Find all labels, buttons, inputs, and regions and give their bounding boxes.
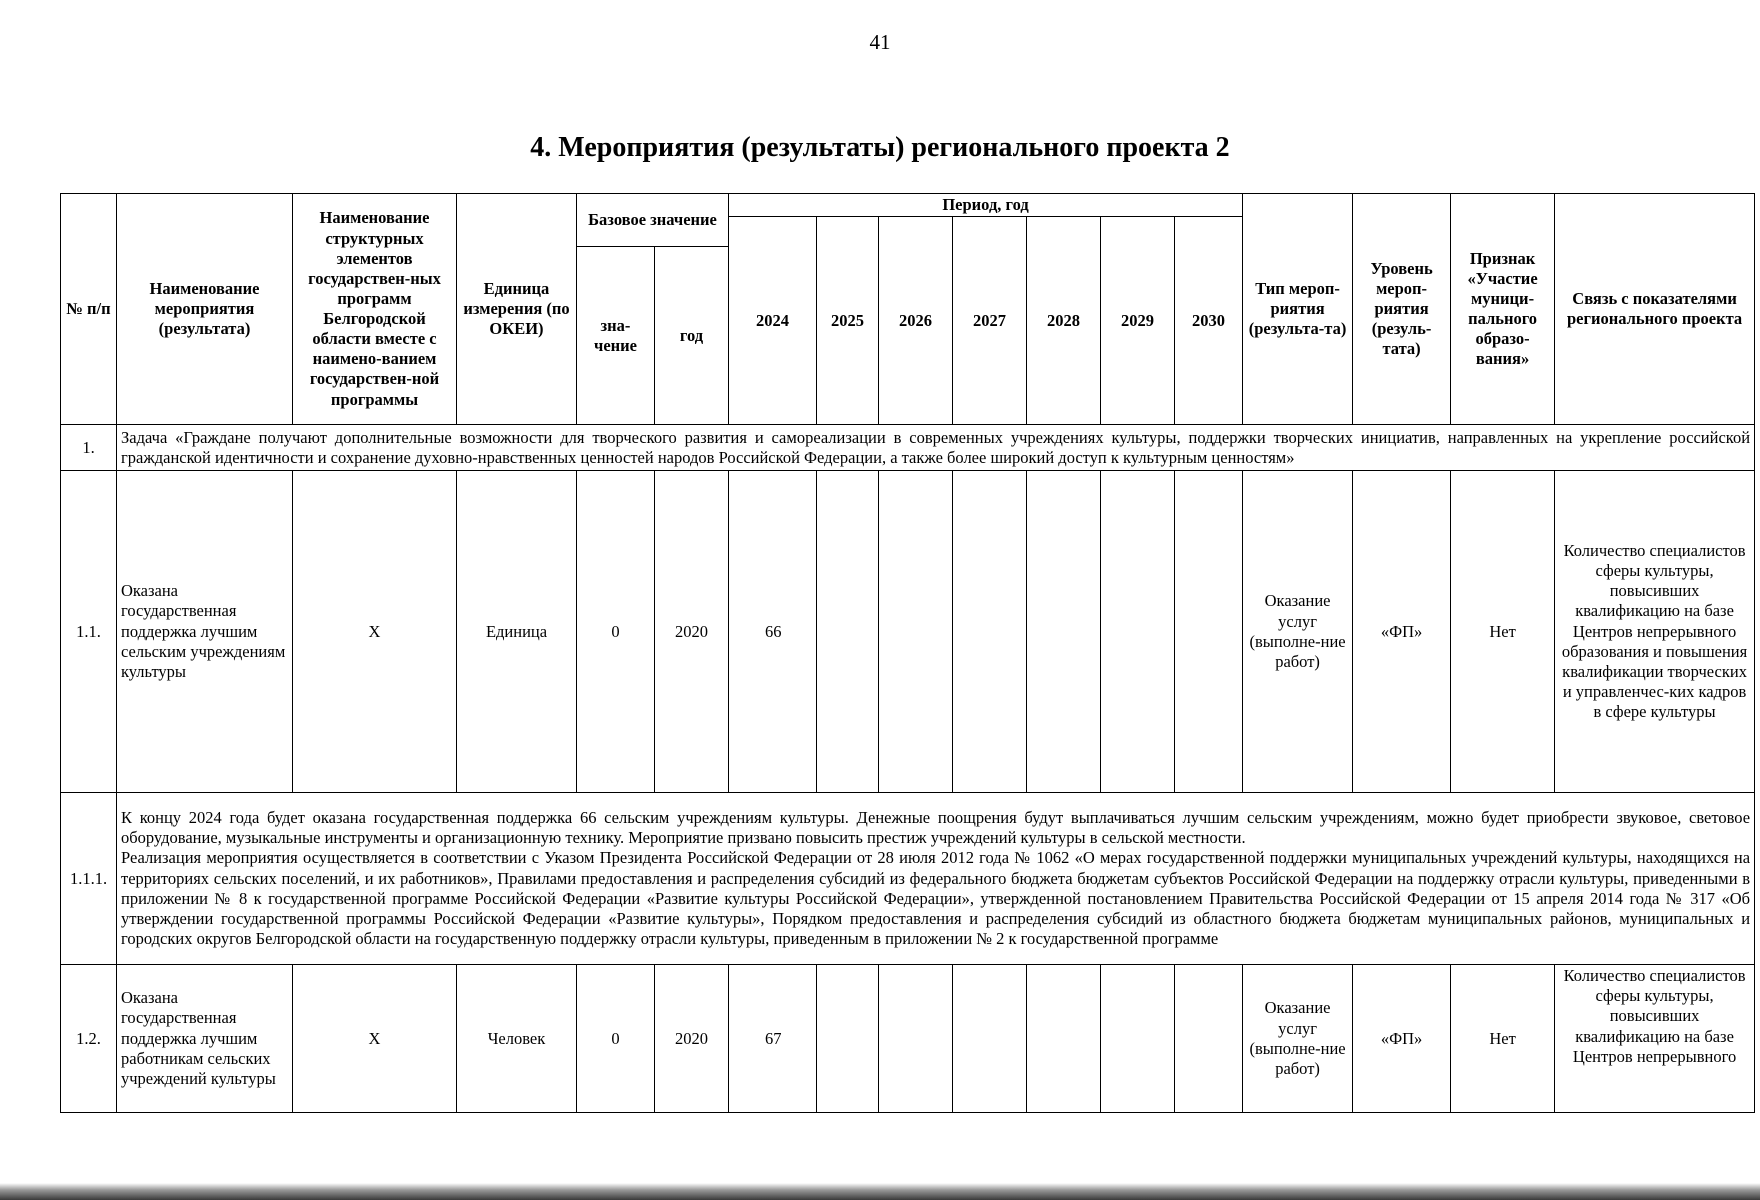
value-2030 bbox=[1175, 471, 1243, 793]
events-table bbox=[60, 193, 1755, 1113]
table-row bbox=[61, 965, 1755, 1113]
base-value: 0 bbox=[577, 965, 655, 1113]
unit: Человек bbox=[457, 965, 577, 1113]
value-2026 bbox=[879, 965, 953, 1113]
row-num: 1.2. bbox=[61, 965, 117, 1113]
unit: Единица bbox=[457, 471, 577, 793]
value-2029 bbox=[1101, 965, 1175, 1113]
event-type: Оказание услуг (выполне-ние работ) bbox=[1243, 471, 1353, 793]
row-num: 1.1. bbox=[61, 471, 117, 793]
header-year-2025: 2025 bbox=[817, 217, 879, 425]
event-level: «ФП» bbox=[1353, 471, 1451, 793]
value-2027 bbox=[953, 471, 1027, 793]
description-paragraph: К концу 2024 года будет оказана государственная поддержка 66 сельским учреждениям культуры. Денежные поощрения будут выплачиваться лучшим сельским учреждениям, можно будет приобрести звуковое, световое оборудование, музыкальные инструменты и организационную технику. Мероприятие призвано повысить престиж учреждений культуры в сельской местности. bbox=[121, 808, 1751, 848]
task-num: 1. bbox=[61, 425, 117, 471]
table-row bbox=[61, 471, 1755, 793]
value-2026 bbox=[879, 471, 953, 793]
base-year: 2020 bbox=[655, 965, 729, 1113]
header-year-2026: 2026 bbox=[879, 217, 953, 425]
value-2028 bbox=[1027, 471, 1101, 793]
header-unit: Единица измерения (по ОКЕИ) bbox=[457, 194, 577, 425]
value-2024: 66 bbox=[729, 471, 817, 793]
header-base: Базовое значение bbox=[577, 194, 729, 247]
event-type: Оказание услуг (выполне-ние работ) bbox=[1243, 965, 1353, 1113]
desc-num: 1.1.1. bbox=[61, 793, 117, 965]
header-level: Уровень мероп-риятия (резуль-тата) bbox=[1353, 194, 1451, 425]
indicator-link: Количество специалистов сферы культуры, повысивших квалификацию на базе Центров непрерывного образования и повышения квалификации творческих и управленчес-ких кадров в сфере культуры bbox=[1555, 471, 1755, 793]
value-2030 bbox=[1175, 965, 1243, 1113]
municipal-participation: Нет bbox=[1451, 965, 1555, 1113]
event-level: «ФП» bbox=[1353, 965, 1451, 1113]
scan-bottom-edge bbox=[0, 1183, 1760, 1200]
municipal-participation: Нет bbox=[1451, 471, 1555, 793]
event-name: Оказана государственная поддержка лучшим сельским учреждениям культуры bbox=[117, 471, 293, 793]
header-num: № п/п bbox=[61, 194, 117, 425]
event-name: Оказана государственная поддержка лучшим работникам сельских учреждений культуры bbox=[117, 965, 293, 1113]
structural-element: Х bbox=[293, 965, 457, 1113]
section-title: 4. Мероприятия (результаты) регионального проекта 2 bbox=[530, 132, 1230, 163]
header-municipal: Признак «Участие муници-пального образо-вания» bbox=[1451, 194, 1555, 425]
base-year: 2020 bbox=[655, 471, 729, 793]
header-type: Тип мероп-риятия (результа-та) bbox=[1243, 194, 1353, 425]
header-link: Связь с показателями регионального проекта bbox=[1555, 194, 1755, 425]
value-2024: 67 bbox=[729, 965, 817, 1113]
task-row bbox=[61, 425, 1755, 471]
header-name: Наименование мероприятия (результата) bbox=[117, 194, 293, 425]
header-base-year: год bbox=[655, 247, 729, 425]
description-row bbox=[61, 793, 1755, 965]
header-year-2029: 2029 bbox=[1101, 217, 1175, 425]
base-value: 0 bbox=[577, 471, 655, 793]
header-base-value: зна-чение bbox=[577, 247, 655, 425]
header-year-2024: 2024 bbox=[729, 217, 817, 425]
description-paragraph: Реализация мероприятия осуществляется в соответствии с Указом Президента Российской Федерации от 28 июля 2012 года № 1062 «О мерах государственной поддержки муниципальных учреждений культуры, находящихся на территориях сельских поселений, и их работников», Правилами предоставления и распределения субсидий из федерального бюджета бюджетам субъектов Российской Федерации на поддержку отрасли культуры, приведенными в приложении № 8 к государственной программе Российской Федерации «Развитие культуры Российской Федерации», утвержденной постановлением Правительства Российской Федерации от 15 апреля 2014 года № 317 «Об утверждении государственной программы Российской Федерации «Развитие культуры», Порядком предоставления и распределения субсидий из областного бюджета бюджетам муниципальных районов, муниципальных и городских округов Белгородской области на государственную поддержку отрасли культуры, приведенным в приложении № 2 к государственной программе bbox=[121, 848, 1751, 948]
header-period: Период, год bbox=[729, 194, 1243, 217]
header-year-2030: 2030 bbox=[1175, 217, 1243, 425]
value-2027 bbox=[953, 965, 1027, 1113]
page-number: 41 bbox=[869, 30, 891, 54]
task-text: Задача «Граждане получают дополнительные возможности для творческого развития и самореализации в современных учреждениях культуры, поддержки творческих инициатив, направленных на укрепление российской гражданской идентичности и сохранение духовно-нравственных ценностей народов Российской Федерации, а также более широкий доступ к культурным ценностям» bbox=[117, 425, 1755, 471]
header-year-2028: 2028 bbox=[1027, 217, 1101, 425]
header-structural: Наименование структурных элементов государствен-ных программ Белгородской области вместе с наимено-ванием государствен-ной программы bbox=[293, 194, 457, 425]
structural-element: Х bbox=[293, 471, 457, 793]
value-2025 bbox=[817, 471, 879, 793]
value-2029 bbox=[1101, 471, 1175, 793]
header-year-2027: 2027 bbox=[953, 217, 1027, 425]
value-2025 bbox=[817, 965, 879, 1113]
value-2028 bbox=[1027, 965, 1101, 1113]
description-text bbox=[117, 793, 1755, 965]
indicator-link: Количество специалистов сферы культуры, повысивших квалификацию на базе Центров непрерывного bbox=[1555, 965, 1755, 1113]
